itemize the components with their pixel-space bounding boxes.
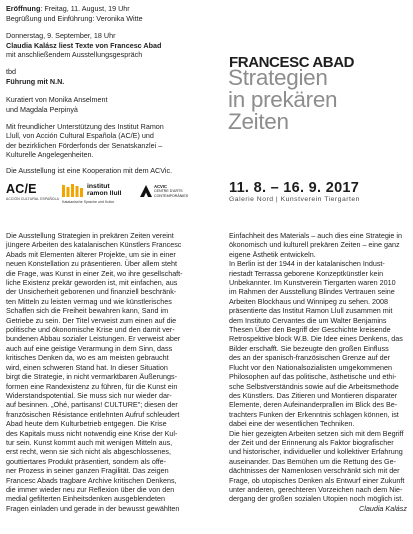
acvic-logo-line-2: CENTRE D'ARTS [154, 189, 183, 193]
body-text-line: sche Selbstverständnis sowie auf die Arbeitsmethode [229, 381, 399, 391]
body-text-line: Fragen einladen und gerade in der bewusst gewählten [6, 503, 180, 513]
body-text-line: Francesc Abads tragbare Archive kritischen Denkens, [6, 475, 177, 485]
llull-bars-icon [62, 183, 84, 199]
welcome-line: Begrüßung und Einführung: Veronika Witte [6, 13, 143, 23]
ace-logo [6, 182, 60, 209]
body-text-line: der Unsicherheit geborenen und finanziell beschränk- [6, 287, 177, 297]
reading-title: Claudia Kalász liest Texte von Francesc Abad [6, 40, 162, 50]
body-text-line: liche Existenz prekär geworden ist, mit einfachen, aus [6, 278, 178, 288]
body-text-line: dem Instituto Cervantes die um Walter Benjamins [229, 315, 387, 325]
ace-logo-wordmark: AC/E [6, 182, 37, 196]
body-text-line: des Kapitals muss nicht notwendig eine Krise der Kul- [6, 428, 178, 438]
body-text-line: medial gefilterten Einheitsdenken ausgeblendeten [6, 494, 166, 504]
institut-ramon-llull-logo [62, 182, 132, 208]
title-line: in prekären [228, 87, 338, 112]
tour-date: tbd [6, 67, 16, 76]
body-text-line: Arbeiten Blockhaus und Winnipeg zu sehen. 2008 [229, 296, 389, 306]
body-column-right [229, 231, 407, 513]
body-text-line: Retrospektive block W.B. Die Idee eines Denkens, das [229, 334, 403, 344]
opening-date: : Freitag, 11. August, 19 Uhr [40, 4, 130, 13]
body-text-line: Frage, ob utopisches Denken als Entwurf einer Zukunft [229, 475, 405, 485]
body-text-line: auch auf eine geistige Verarmung in dem Sinn, dass [6, 343, 173, 353]
body-text-line: und historischer, individueller und kollektiver Erfahrung [229, 447, 403, 457]
body-text-line: ner Prozess in seiner ganzen Fragilität. Das zeigen [6, 466, 169, 476]
body-text-line: erst recht, wenn sie sich nicht als abgeschlossenes, [6, 447, 171, 457]
tour-title: Führung mit N.N. [6, 76, 65, 86]
opening-label: Eröffnung [6, 4, 41, 13]
body-text-line: Abad heute dem Kulturbetrieb entgegen. Die Krise [6, 419, 167, 429]
body-text-line: Schaffen sich die Freiheit bewahren kann, Sand im [6, 306, 169, 316]
body-text-line: Elemente, deren Aufeinanderprallen im Blick des Be- [229, 400, 398, 410]
reading-subtitle: mit anschließendem Ausstellungsgespräch [6, 50, 143, 59]
body-text-line: Getriebe zu sein. Der Titel verweist zum einen auf die [6, 315, 177, 325]
body-text-line: neuen Konstellation zu präsentieren. Über allem steht [6, 259, 178, 269]
body-text-line: kritisches Denken da, wo es am meisten gebraucht [6, 353, 169, 363]
body-text-line: Die hier gezeigten Arbeiten setzen sich mit dem Begriff [229, 428, 404, 438]
acvic-logo [140, 183, 208, 207]
body-text-line: tur sein. Kunst kommt auch mit wenigen Mitteln aus, [6, 437, 173, 447]
support-line: der bezirklichen Förderfonds der Senatskanzlei – [6, 140, 163, 150]
body-text-line: dabei eine der wesentlichen Techniken. [229, 419, 355, 429]
title-line: Zeiten [228, 109, 289, 134]
reading-date: Donnerstag, 9. September, 18 Uhr [6, 31, 116, 40]
support-line: Mit freundlicher Unterstützung des Institut Ramon [6, 122, 164, 131]
ace-logo-subtitle: ACCIÓN CULTURAL ESPAÑOLA [6, 197, 60, 201]
body-text-line: auseinander. Das Bemühen um die Rettung des Ge- [229, 456, 397, 466]
body-text-line: politische und ökonomische Krise und den damit ver- [6, 325, 175, 335]
body-text-line: Einfachheit des Materials – auch dies eine Strategie in [229, 231, 403, 240]
body-text-line: des an der spanisch-französischen Grenze auf der [229, 353, 391, 363]
acvic-logo-line-1: ACVIC [154, 184, 168, 189]
exhibition-venue: Galerie Nord | Kunstverein Tiergarten [229, 196, 360, 203]
exhibition-dates: 11. 8. – 16. 9. 2017 [229, 180, 360, 196]
body-text-line: Abads mit Elementen älterer Projekte, um sie in einer [6, 249, 176, 259]
body-text-line: wird, einen schweren Stand hat. In dieser Situation [6, 362, 168, 372]
body-text-line: Bilder erschafft. Sie bezeugte den großen Einfluss [229, 343, 389, 353]
body-text-line: dergang der großen sozialen Utopien noch möglich ist. [229, 494, 404, 504]
author-signature: Claudia Kalász [359, 503, 407, 513]
body-text-line: unter anderen, gerechteren Vorzeichen nach dem Nie- [229, 484, 403, 494]
curators-line-2: und Magdala Perpinyà [6, 104, 78, 114]
body-text-line: formen eine Randexistenz zu führen, für die Kunst ein [6, 381, 178, 391]
body-text-line: dächtnisses der Namenlosen verschränkt sich mit der [229, 466, 400, 476]
body-text-line: Philosophen auf das politische, ästhetische und ethi- [229, 372, 397, 382]
body-text-line: riestadt Terrassa geborene Konzeptkünstler kein [229, 268, 384, 278]
body-text-line: Thesen Über den Begriff der Geschichte kreisende [229, 325, 391, 335]
body-text-line: bundenen Abbau sozialer Leistungen. Er verweist aber [6, 334, 181, 344]
body-text-line: gouttiertares Produkt präsentiert, sondern als offe- [6, 456, 167, 466]
llull-logo-line-1: institut [87, 183, 110, 190]
support-line: Kulturelle Angelegenheiten. [6, 150, 94, 160]
body-text-line: Unbekannter. Im Kunstverein Tiergarten waren 2010 [229, 278, 396, 288]
body-text-line: trachters Funken der Erkenntnis schlagen können, ist [229, 409, 399, 419]
body-text-line: Widerstandspotential. Sie muss sich nur wieder dar- [6, 390, 172, 400]
body-text-line: ten Mitteln zu leisten vermag und wie künstlerisches [6, 296, 172, 306]
exhibition-title [228, 67, 337, 133]
body-text-line: jüngere Arbeiten des katalanischen Künstlers Francesc [6, 240, 182, 250]
support-text [6, 122, 206, 160]
body-text-line: Die Ausstellung Strategien in prekären Zeiten vereint [6, 231, 174, 240]
support-line: Llull, von Acción Cultural Española (AC/E) und [6, 131, 154, 141]
body-text-line: eigene Ästhetik entwickeln. [229, 249, 316, 259]
opening-line [6, 4, 130, 13]
acvic-logo-line-3: CONTEMPORÀNIES [154, 193, 189, 198]
body-text-line: In Berlin ist der 1944 in der katalanischen Indust- [229, 259, 385, 269]
artist-name: FRANCESC ABAD [229, 54, 355, 71]
title-line: Strategien [228, 65, 328, 90]
cooperation-line: Die Ausstellung ist eine Kooperation mit dem ACVic. [6, 166, 173, 175]
body-text-line: Flucht vor den Nationalsozialisten umgekommenen [229, 362, 392, 372]
body-text-line: im Rahmen der Ausstellung Blindes Vertrauen seine [229, 287, 395, 297]
curators-line-1: Kuratiert von Monika Anselment [6, 95, 108, 104]
body-column-left [6, 231, 205, 513]
body-text-line: die immer wieder neu zur Reflexion über die von den [6, 484, 175, 494]
body-text-line: birgt die Strategie, in nicht vermarktbaren Äußerungs- [6, 372, 177, 382]
body-text-line: ökonomisch und kulturell prekären Zeiten – eine ganz [229, 240, 400, 250]
body-text-line: präsentierte das Institut Ramon Llull zusammen mit [229, 306, 393, 316]
body-text-line: französischen Résistance entlehnten Aufruf schleudert [6, 409, 180, 419]
llull-logo-line-2: ramon llull [87, 190, 122, 197]
body-text-line: des Künstlers. Das Zitieren und Montieren disparater [229, 390, 398, 400]
body-text-line: auf besinnen. „Ohé, partisans! CULTURE"; diesen der [6, 400, 178, 410]
llull-logo-subtitle: Katalanische Sprache und Kultur [62, 200, 115, 204]
body-text-line: die Frage, was Kunst in einer Zeit, wo ihre gesellschaft- [6, 268, 183, 278]
acvic-mark-icon [140, 185, 152, 197]
body-text-line: der Zeit und der Erinnerung als Faktor biografischer [229, 437, 394, 447]
